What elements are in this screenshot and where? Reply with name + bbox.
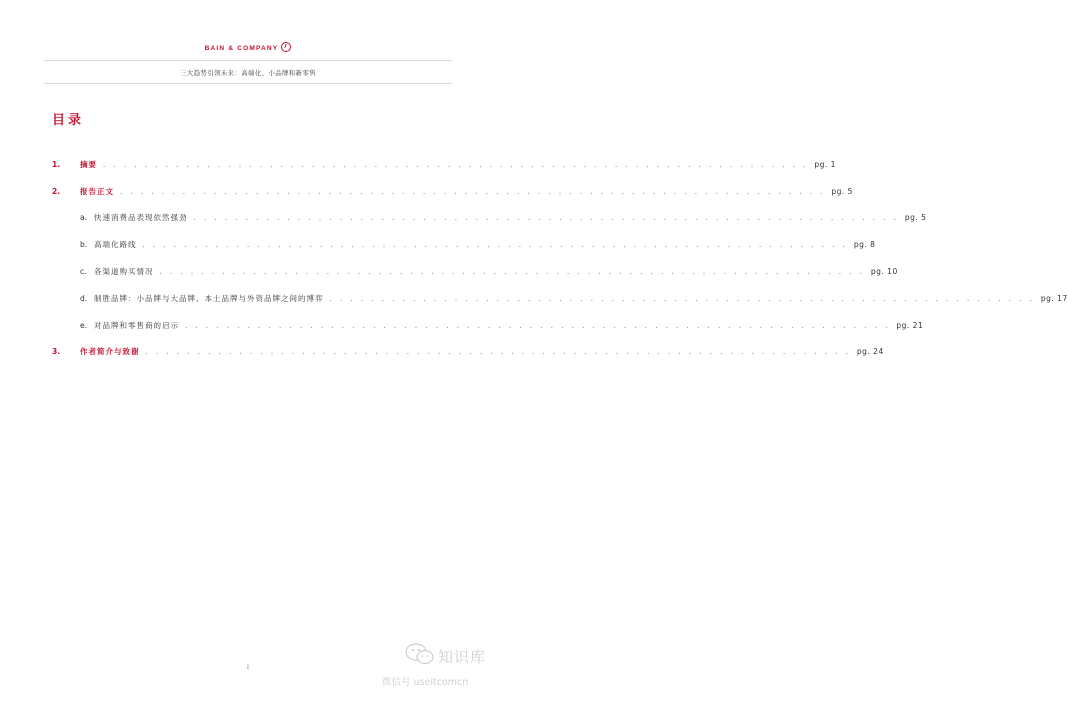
toc-leader-dots: . . . . . . . . . . . . . . . . . . . . . . . . . . . . . . . . . . . . . . . . . . . . . . . . . . . . . . . . . . . . . . . . . . . . bbox=[159, 268, 865, 276]
toc-subentry-letter: a. bbox=[80, 213, 87, 222]
toc-leader-dots: . . . . . . . . . . . . . . . . . . . . . . . . . . . . . . . . . . . . . . . . . . . . . . . . . . . . . . . . . . . . . . . . . . . . bbox=[193, 214, 899, 222]
toc-subentry[interactable] bbox=[80, 266, 898, 276]
toc-subentry[interactable] bbox=[80, 293, 1068, 303]
toc-entry-page: pg. 5 bbox=[831, 187, 853, 196]
watermark-name: 知识库 bbox=[438, 648, 487, 666]
toc-entry[interactable] bbox=[52, 186, 853, 196]
bain-mark-icon bbox=[281, 42, 291, 52]
toc-entry[interactable] bbox=[52, 346, 884, 356]
wechat-icon bbox=[404, 642, 436, 666]
toc-leader-dots: . . . . . . . . . . . . . . . . . . . . . . . . . . . . . . . . . . . . . . . . . . . . . . . . . . . . . . . . . . . . . . . . . . . . bbox=[103, 161, 809, 169]
toc-entry-number: 2. bbox=[52, 187, 61, 196]
toc-entry-label: 报告正文 bbox=[80, 187, 114, 196]
toc-subentry-page: pg. 21 bbox=[896, 321, 924, 330]
toc-subentry-page: pg. 8 bbox=[853, 240, 876, 249]
toc-entry-page: pg. 24 bbox=[856, 347, 884, 356]
toc-leader-dots: . . . . . . . . . . . . . . . . . . . . . . . . . . . . . . . . . . . . . . . . . . . . . . . . . . . . . . . . . . . . . . . . . . . . bbox=[142, 241, 848, 249]
toc-entry-label: 摘要 bbox=[80, 160, 97, 169]
toc-subentry[interactable] bbox=[80, 212, 927, 222]
toc-subentry-letter: b. bbox=[80, 240, 88, 249]
toc-subentry-label: 各渠道购买情况 bbox=[94, 267, 154, 276]
toc-title: 目录 bbox=[52, 113, 85, 128]
page-number: i bbox=[247, 664, 249, 671]
toc-subentry-label: 对品牌和零售商的启示 bbox=[94, 321, 179, 330]
toc-entry-page: pg. 1 bbox=[814, 160, 836, 169]
toc-entry[interactable] bbox=[52, 159, 836, 169]
toc-subentry-letter: c. bbox=[80, 267, 87, 276]
toc-subentry[interactable] bbox=[80, 239, 876, 249]
toc-leader-dots: . . . . . . . . . . . . . . . . . . . . . . . . . . . . . . . . . . . . . . . . . . . . . . . . . . . . . . . . . . . . . . . . . . . . bbox=[185, 322, 891, 330]
toc-subentry-label: 高端化路线 bbox=[94, 240, 137, 249]
toc-leader-dots: . . . . . . . . . . . . . . . . . . . . . . . . . . . . . . . . . . . . . . . . . . . . . . . . . . . . . . . . . . . . . . . . . . . . bbox=[145, 348, 851, 356]
toc-subentry-letter: e. bbox=[80, 321, 87, 330]
toc-subentry[interactable] bbox=[80, 320, 924, 330]
toc-subentry-label: 制胜品牌：小品牌与大品牌、本土品牌与外资品牌之间的博弈 bbox=[94, 294, 324, 303]
toc-subentry-label: 快速消费品表现依然强劲 bbox=[94, 213, 188, 222]
toc-leader-dots: . . . . . . . . . . . . . . . . . . . . . . . . . . . . . . . . . . . . . . . . . . . . . . . . . . . . . . . . . . . . . . . . . . . . bbox=[120, 188, 826, 196]
toc-entry-number: 1. bbox=[52, 160, 61, 169]
toc-subentry-page: pg. 10 bbox=[870, 267, 898, 276]
watermark-account: 微信号 useitcomcn bbox=[382, 677, 469, 688]
toc-entry-number: 3. bbox=[52, 347, 61, 356]
subtitle-divider bbox=[44, 83, 452, 84]
header-divider bbox=[44, 60, 452, 61]
toc-subentry-letter: d. bbox=[80, 294, 88, 303]
toc-leader-dots: . . . . . . . . . . . . . . . . . . . . . . . . . . . . . . . . . . . . . . . . . . . . . . . . . . . . . . . . . . . . . . . . . . . . bbox=[329, 295, 1035, 303]
brand-name: BAIN & COMPANY bbox=[204, 45, 279, 52]
toc-subentry-page: pg. 17 bbox=[1040, 294, 1068, 303]
report-subtitle: 三大趋势引领未来：高端化、小品牌和新零售 bbox=[180, 69, 316, 77]
toc-subentry-page: pg. 5 bbox=[904, 213, 927, 222]
toc-entry-label: 作者简介与致谢 bbox=[80, 347, 140, 356]
brand-logo bbox=[0, 42, 496, 52]
